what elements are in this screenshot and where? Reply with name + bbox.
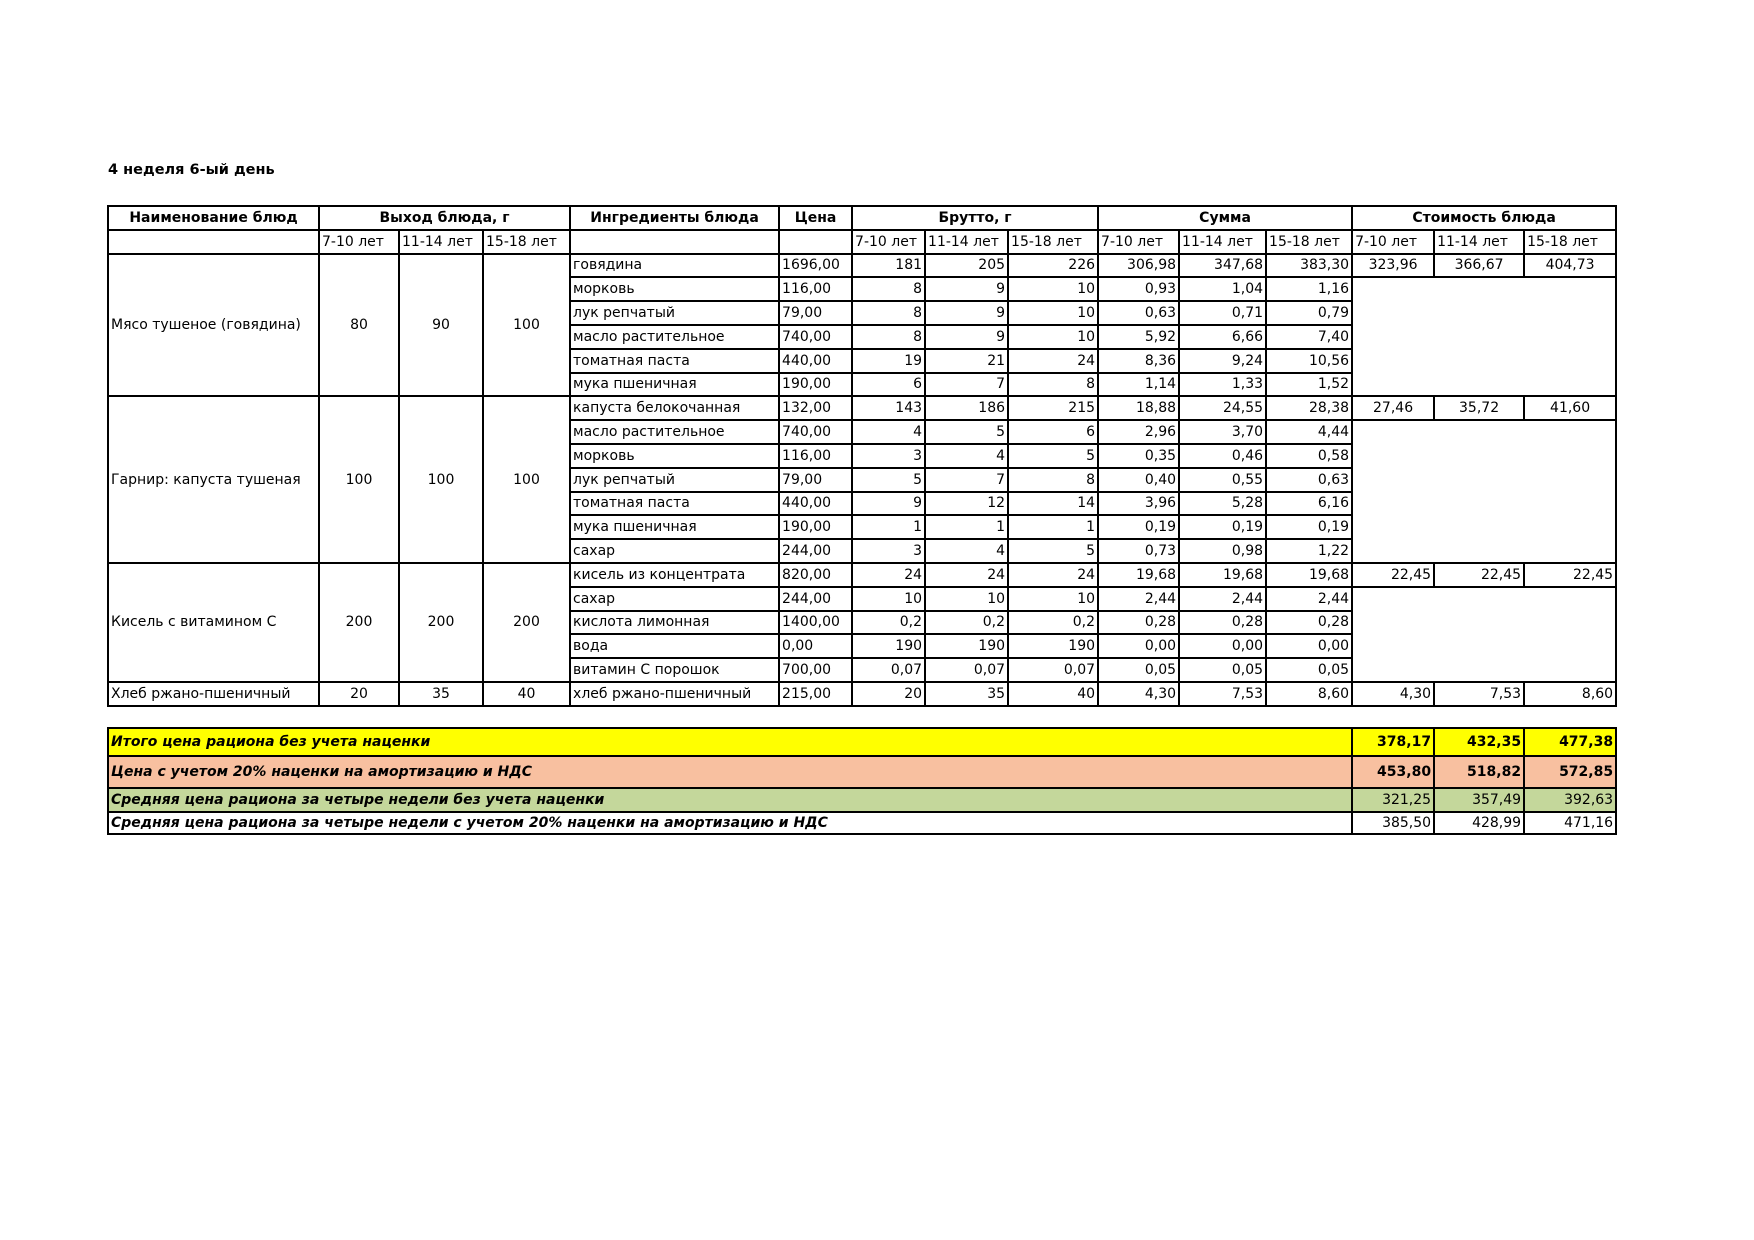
ingredient-name: масло растительное bbox=[570, 325, 779, 349]
ingredient-brutto: 9 bbox=[852, 492, 925, 516]
table-row bbox=[108, 396, 1616, 420]
ingredient-sum: 18,88 bbox=[1098, 396, 1179, 420]
ingredient-brutto: 9 bbox=[925, 301, 1008, 325]
header-ingredients: Ингредиенты блюда bbox=[570, 206, 779, 230]
ingredient-brutto: 24 bbox=[1008, 563, 1098, 587]
total-value: 572,85 bbox=[1524, 756, 1616, 788]
total-value: 428,99 bbox=[1434, 812, 1524, 834]
ingredient-name: мука пшеничная bbox=[570, 515, 779, 539]
ingredient-sum: 3,96 bbox=[1098, 492, 1179, 516]
ingredient-sum: 5,92 bbox=[1098, 325, 1179, 349]
ingredient-sum: 0,35 bbox=[1098, 444, 1179, 468]
table-row bbox=[108, 682, 1616, 706]
ingredient-name: хлеб ржано-пшеничный bbox=[570, 682, 779, 706]
ingredient-price: 1696,00 bbox=[779, 254, 852, 278]
ingredient-price: 440,00 bbox=[779, 492, 852, 516]
ingredient-name: говядина bbox=[570, 254, 779, 278]
page-title: 4 неделя 6-ый день bbox=[108, 162, 275, 178]
ingredient-name: кисель из концентрата bbox=[570, 563, 779, 587]
header-age: 7-10 лет bbox=[1098, 230, 1179, 254]
ingredient-name: морковь bbox=[570, 277, 779, 301]
ingredient-brutto: 5 bbox=[1008, 539, 1098, 563]
ingredient-price: 79,00 bbox=[779, 468, 852, 492]
ingredient-brutto: 8 bbox=[1008, 373, 1098, 397]
ingredient-brutto: 10 bbox=[1008, 277, 1098, 301]
header-dish: Наименование блюд bbox=[108, 206, 319, 230]
ingredient-brutto: 9 bbox=[925, 325, 1008, 349]
ingredient-price: 132,00 bbox=[779, 396, 852, 420]
total-value: 385,50 bbox=[1352, 812, 1434, 834]
ingredient-brutto: 4 bbox=[925, 444, 1008, 468]
ingredient-brutto: 5 bbox=[925, 420, 1008, 444]
dish-cost: 8,60 bbox=[1524, 682, 1616, 706]
ingredient-price: 190,00 bbox=[779, 373, 852, 397]
ingredient-brutto: 1 bbox=[1008, 515, 1098, 539]
total-value: 357,49 bbox=[1434, 788, 1524, 812]
total-value: 518,82 bbox=[1434, 756, 1524, 788]
ingredient-sum: 0,05 bbox=[1266, 658, 1352, 682]
ingredient-sum: 4,30 bbox=[1098, 682, 1179, 706]
ingredient-brutto: 1 bbox=[852, 515, 925, 539]
ingredient-sum: 1,16 bbox=[1266, 277, 1352, 301]
total-value: 321,25 bbox=[1352, 788, 1434, 812]
ingredient-name: сахар bbox=[570, 539, 779, 563]
cost-empty bbox=[1352, 277, 1616, 396]
ingredient-sum: 3,70 bbox=[1179, 420, 1266, 444]
ingredient-sum: 19,68 bbox=[1266, 563, 1352, 587]
ingredient-sum: 0,55 bbox=[1179, 468, 1266, 492]
dish-name: Хлеб ржано-пшеничный bbox=[108, 682, 319, 706]
total-row bbox=[108, 788, 1616, 812]
ingredient-brutto: 0,07 bbox=[852, 658, 925, 682]
ingredient-brutto: 226 bbox=[1008, 254, 1098, 278]
total-value: 453,80 bbox=[1352, 756, 1434, 788]
cost-empty bbox=[1352, 587, 1616, 682]
header-empty bbox=[779, 230, 852, 254]
ingredient-name: морковь bbox=[570, 444, 779, 468]
ingredient-sum: 0,00 bbox=[1266, 634, 1352, 658]
ingredient-sum: 0,40 bbox=[1098, 468, 1179, 492]
ingredient-price: 244,00 bbox=[779, 539, 852, 563]
ingredient-brutto: 0,07 bbox=[1008, 658, 1098, 682]
header-empty bbox=[570, 230, 779, 254]
ingredient-sum: 0,71 bbox=[1179, 301, 1266, 325]
ingredient-price: 820,00 bbox=[779, 563, 852, 587]
header-age: 7-10 лет bbox=[1352, 230, 1434, 254]
dish-name: Кисель с витамином С bbox=[108, 563, 319, 682]
ingredient-brutto: 4 bbox=[852, 420, 925, 444]
ingredient-brutto: 10 bbox=[925, 587, 1008, 611]
ingredient-sum: 19,68 bbox=[1179, 563, 1266, 587]
ingredient-sum: 0,19 bbox=[1179, 515, 1266, 539]
dish-cost: 35,72 bbox=[1434, 396, 1524, 420]
ingredient-brutto: 4 bbox=[925, 539, 1008, 563]
ingredient-name: масло растительное bbox=[570, 420, 779, 444]
ingredient-price: 700,00 bbox=[779, 658, 852, 682]
ingredient-sum: 0,46 bbox=[1179, 444, 1266, 468]
header-age: 11-14 лет bbox=[1434, 230, 1524, 254]
ingredient-brutto: 21 bbox=[925, 349, 1008, 373]
ingredient-brutto: 1 bbox=[925, 515, 1008, 539]
ingredient-price: 79,00 bbox=[779, 301, 852, 325]
header-age: 7-10 лет bbox=[852, 230, 925, 254]
ingredient-name: лук репчатый bbox=[570, 301, 779, 325]
ingredient-sum: 10,56 bbox=[1266, 349, 1352, 373]
ingredient-brutto: 143 bbox=[852, 396, 925, 420]
total-row bbox=[108, 728, 1616, 756]
ingredient-sum: 0,28 bbox=[1266, 611, 1352, 635]
ingredient-brutto: 10 bbox=[1008, 587, 1098, 611]
total-value: 471,16 bbox=[1524, 812, 1616, 834]
ingredient-sum: 0,19 bbox=[1098, 515, 1179, 539]
ingredient-price: 190,00 bbox=[779, 515, 852, 539]
ingredient-sum: 2,44 bbox=[1179, 587, 1266, 611]
ingredient-brutto: 10 bbox=[852, 587, 925, 611]
ingredient-sum: 19,68 bbox=[1098, 563, 1179, 587]
ingredient-brutto: 7 bbox=[925, 468, 1008, 492]
dish-yield: 40 bbox=[483, 682, 570, 706]
ingredient-price: 116,00 bbox=[779, 277, 852, 301]
ingredient-name: вода bbox=[570, 634, 779, 658]
total-label: Средняя цена рациона за четыре недели без учета наценки bbox=[108, 788, 1352, 812]
ingredient-brutto: 35 bbox=[925, 682, 1008, 706]
dish-yield: 20 bbox=[319, 682, 399, 706]
dish-cost: 7,53 bbox=[1434, 682, 1524, 706]
dish-yield: 90 bbox=[399, 254, 483, 397]
ingredient-sum: 28,38 bbox=[1266, 396, 1352, 420]
ingredient-name: витамин С порошок bbox=[570, 658, 779, 682]
ingredient-brutto: 24 bbox=[925, 563, 1008, 587]
ingredient-sum: 8,60 bbox=[1266, 682, 1352, 706]
ingredient-price: 740,00 bbox=[779, 420, 852, 444]
table-row bbox=[108, 254, 1616, 278]
ingredient-sum: 1,22 bbox=[1266, 539, 1352, 563]
dish-yield: 200 bbox=[399, 563, 483, 682]
ingredient-brutto: 40 bbox=[1008, 682, 1098, 706]
ingredient-name: сахар bbox=[570, 587, 779, 611]
ingredient-price: 215,00 bbox=[779, 682, 852, 706]
header-brutto: Брутто, г bbox=[852, 206, 1098, 230]
ingredient-sum: 0,19 bbox=[1266, 515, 1352, 539]
ingredient-sum: 0,63 bbox=[1098, 301, 1179, 325]
ingredient-name: томатная паста bbox=[570, 349, 779, 373]
ingredient-sum: 24,55 bbox=[1179, 396, 1266, 420]
header-age: 11-14 лет bbox=[925, 230, 1008, 254]
ingredient-sum: 0,00 bbox=[1179, 634, 1266, 658]
ingredient-sum: 4,44 bbox=[1266, 420, 1352, 444]
ingredient-price: 1400,00 bbox=[779, 611, 852, 635]
ingredient-brutto: 3 bbox=[852, 539, 925, 563]
ingredient-brutto: 5 bbox=[1008, 444, 1098, 468]
ingredient-sum: 5,28 bbox=[1179, 492, 1266, 516]
header-row bbox=[108, 206, 1616, 230]
dish-name: Мясо тушеное (говядина) bbox=[108, 254, 319, 397]
ingredient-sum: 0,73 bbox=[1098, 539, 1179, 563]
table-row bbox=[108, 563, 1616, 587]
total-label: Итого цена рациона без учета наценки bbox=[108, 728, 1352, 756]
ingredient-brutto: 8 bbox=[852, 325, 925, 349]
dish-yield: 200 bbox=[319, 563, 399, 682]
header-age: 11-14 лет bbox=[1179, 230, 1266, 254]
dish-yield: 200 bbox=[483, 563, 570, 682]
ingredient-name: томатная паста bbox=[570, 492, 779, 516]
header-row-ages bbox=[108, 230, 1616, 254]
ingredient-sum: 0,05 bbox=[1098, 658, 1179, 682]
ingredient-sum: 6,66 bbox=[1179, 325, 1266, 349]
ingredient-brutto: 215 bbox=[1008, 396, 1098, 420]
dish-cost: 404,73 bbox=[1524, 254, 1616, 278]
ingredient-brutto: 24 bbox=[852, 563, 925, 587]
header-age: 7-10 лет bbox=[319, 230, 399, 254]
ingredient-sum: 2,44 bbox=[1266, 587, 1352, 611]
ingredient-sum: 1,04 bbox=[1179, 277, 1266, 301]
header-price: Цена bbox=[779, 206, 852, 230]
ingredient-brutto: 24 bbox=[1008, 349, 1098, 373]
ingredient-sum: 2,96 bbox=[1098, 420, 1179, 444]
header-sum: Сумма bbox=[1098, 206, 1352, 230]
ingredient-sum: 0,05 bbox=[1179, 658, 1266, 682]
ingredient-sum: 347,68 bbox=[1179, 254, 1266, 278]
ingredient-brutto: 3 bbox=[852, 444, 925, 468]
ingredient-price: 244,00 bbox=[779, 587, 852, 611]
header-age: 15-18 лет bbox=[483, 230, 570, 254]
ingredient-brutto: 5 bbox=[852, 468, 925, 492]
ingredient-sum: 1,52 bbox=[1266, 373, 1352, 397]
ingredient-sum: 6,16 bbox=[1266, 492, 1352, 516]
header-cost: Стоимость блюда bbox=[1352, 206, 1616, 230]
dish-name: Гарнир: капуста тушеная bbox=[108, 396, 319, 563]
ingredient-name: лук репчатый bbox=[570, 468, 779, 492]
ingredient-brutto: 7 bbox=[925, 373, 1008, 397]
ingredient-brutto: 19 bbox=[852, 349, 925, 373]
ingredient-sum: 1,33 bbox=[1179, 373, 1266, 397]
total-label: Средняя цена рациона за четыре недели с учетом 20% наценки на амортизацию и НДС bbox=[108, 812, 1352, 834]
total-label: Цена с учетом 20% наценки на амортизацию и НДС bbox=[108, 756, 1352, 788]
ingredient-name: капуста белокочанная bbox=[570, 396, 779, 420]
ingredient-sum: 0,79 bbox=[1266, 301, 1352, 325]
ingredient-sum: 8,36 bbox=[1098, 349, 1179, 373]
ingredient-brutto: 20 bbox=[852, 682, 925, 706]
total-value: 378,17 bbox=[1352, 728, 1434, 756]
ingredient-brutto: 0,2 bbox=[925, 611, 1008, 635]
ingredient-sum: 306,98 bbox=[1098, 254, 1179, 278]
dish-yield: 100 bbox=[399, 396, 483, 563]
spacer-row bbox=[108, 706, 1616, 728]
ingredient-price: 0,00 bbox=[779, 634, 852, 658]
total-value: 392,63 bbox=[1524, 788, 1616, 812]
ingredient-sum: 0,28 bbox=[1098, 611, 1179, 635]
header-age: 15-18 лет bbox=[1524, 230, 1616, 254]
ingredient-sum: 7,40 bbox=[1266, 325, 1352, 349]
ingredient-sum: 0,28 bbox=[1179, 611, 1266, 635]
header-yield: Выход блюда, г bbox=[319, 206, 570, 230]
header-age: 11-14 лет bbox=[399, 230, 483, 254]
cost-empty bbox=[1352, 420, 1616, 563]
ingredient-brutto: 9 bbox=[925, 277, 1008, 301]
ingredient-price: 740,00 bbox=[779, 325, 852, 349]
dish-cost: 22,45 bbox=[1524, 563, 1616, 587]
ingredient-brutto: 8 bbox=[852, 277, 925, 301]
ingredient-sum: 0,00 bbox=[1098, 634, 1179, 658]
dish-cost: 366,67 bbox=[1434, 254, 1524, 278]
ingredient-brutto: 190 bbox=[925, 634, 1008, 658]
ingredient-brutto: 8 bbox=[1008, 468, 1098, 492]
ingredient-sum: 9,24 bbox=[1179, 349, 1266, 373]
ingredient-sum: 1,14 bbox=[1098, 373, 1179, 397]
ingredient-name: кислота лимонная bbox=[570, 611, 779, 635]
ingredient-brutto: 186 bbox=[925, 396, 1008, 420]
ingredient-sum: 0,98 bbox=[1179, 539, 1266, 563]
dish-cost: 27,46 bbox=[1352, 396, 1434, 420]
ingredient-brutto: 10 bbox=[1008, 301, 1098, 325]
header-age: 15-18 лет bbox=[1008, 230, 1098, 254]
ingredient-sum: 7,53 bbox=[1179, 682, 1266, 706]
spacer bbox=[108, 706, 1616, 728]
dish-cost: 41,60 bbox=[1524, 396, 1616, 420]
ingredient-sum: 383,30 bbox=[1266, 254, 1352, 278]
ingredient-brutto: 181 bbox=[852, 254, 925, 278]
ingredient-price: 116,00 bbox=[779, 444, 852, 468]
dish-yield: 100 bbox=[483, 396, 570, 563]
ingredient-brutto: 6 bbox=[852, 373, 925, 397]
ingredient-sum: 2,44 bbox=[1098, 587, 1179, 611]
total-value: 477,38 bbox=[1524, 728, 1616, 756]
header-age: 15-18 лет bbox=[1266, 230, 1352, 254]
ingredient-price: 440,00 bbox=[779, 349, 852, 373]
ingredient-sum: 0,63 bbox=[1266, 468, 1352, 492]
dish-cost: 22,45 bbox=[1352, 563, 1434, 587]
dish-yield: 35 bbox=[399, 682, 483, 706]
total-value: 432,35 bbox=[1434, 728, 1524, 756]
ingredient-sum: 0,58 bbox=[1266, 444, 1352, 468]
ingredient-brutto: 14 bbox=[1008, 492, 1098, 516]
dish-cost: 22,45 bbox=[1434, 563, 1524, 587]
total-row bbox=[108, 756, 1616, 788]
ingredient-brutto: 190 bbox=[852, 634, 925, 658]
ingredient-brutto: 8 bbox=[852, 301, 925, 325]
dish-yield: 100 bbox=[319, 396, 399, 563]
ingredient-brutto: 12 bbox=[925, 492, 1008, 516]
dish-cost: 323,96 bbox=[1352, 254, 1434, 278]
ingredient-name: мука пшеничная bbox=[570, 373, 779, 397]
dish-cost: 4,30 bbox=[1352, 682, 1434, 706]
dish-yield: 100 bbox=[483, 254, 570, 397]
dish-yield: 80 bbox=[319, 254, 399, 397]
ration-table bbox=[107, 205, 1617, 835]
ingredient-brutto: 10 bbox=[1008, 325, 1098, 349]
ingredient-brutto: 190 bbox=[1008, 634, 1098, 658]
ingredient-brutto: 0,07 bbox=[925, 658, 1008, 682]
total-row bbox=[108, 812, 1616, 834]
header-empty bbox=[108, 230, 319, 254]
ingredient-brutto: 205 bbox=[925, 254, 1008, 278]
ingredient-sum: 0,93 bbox=[1098, 277, 1179, 301]
ingredient-brutto: 0,2 bbox=[1008, 611, 1098, 635]
ingredient-brutto: 6 bbox=[1008, 420, 1098, 444]
ingredient-brutto: 0,2 bbox=[852, 611, 925, 635]
